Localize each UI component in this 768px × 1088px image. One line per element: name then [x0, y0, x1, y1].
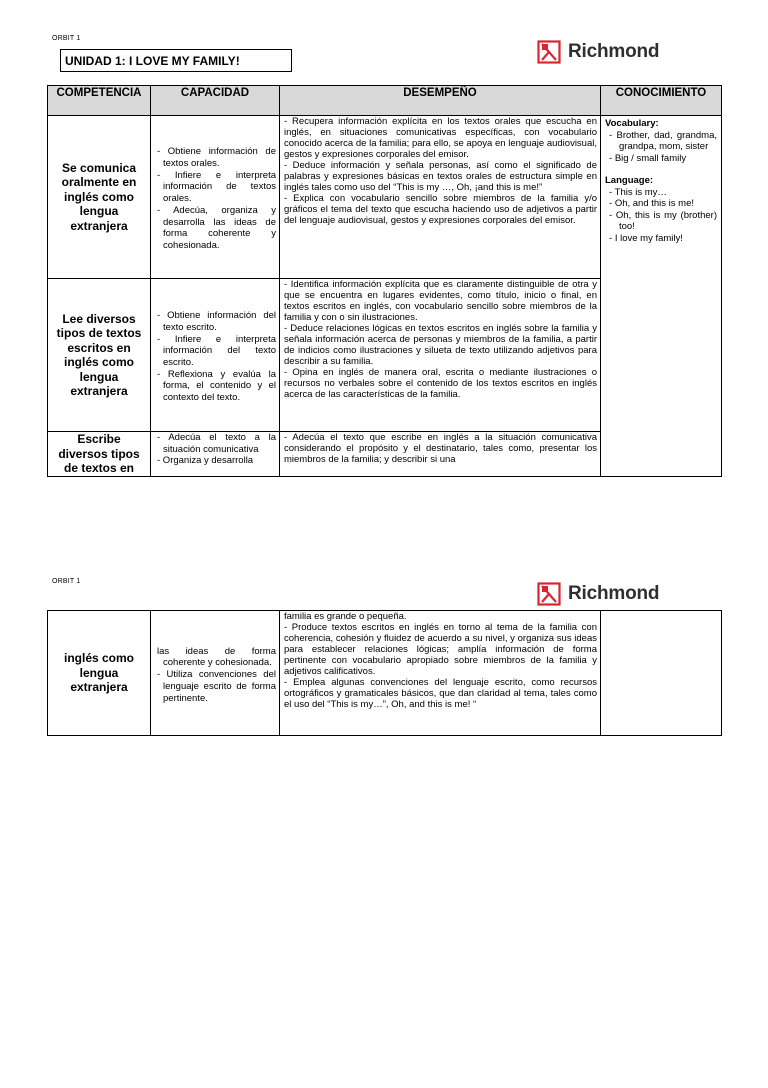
capacity-item: - Organiza y desarrolla	[157, 455, 254, 467]
language-item: - Oh, this is my (brother) too!	[609, 209, 717, 232]
competency-cell: Se comunica oralmente en inglés como lengua extranjera	[48, 116, 151, 279]
header-conocimiento: CONOCIMIENTO	[601, 86, 722, 116]
performance-item: familia es grande o pequeña.	[284, 611, 407, 622]
header-competencia: COMPETENCIA	[48, 86, 151, 116]
capacity-cell	[151, 611, 280, 736]
performance-item: - Explica con vocabulario sencillo sobre miembros de la familia y/o gráficos el tema del texto que escucha haciendo uso de adjetivos a partir del lenguaje audiovisual, gestos y expresiones corporales del emisor.	[284, 193, 597, 227]
competency-cell: Escribe diversos tipos de textos en	[48, 432, 151, 477]
capacity-item: - Adecúa el texto a la situación comunicativa	[157, 432, 276, 455]
performance-item: - Identifica información explícita que es claramente distinguible de otra y que se encuentra en lugares evidentes, como título, inicio o final, en textos escritos en inglés, con vocabulario sencillo sobre miembros de la familia y con o sin ilustraciones.	[284, 279, 597, 324]
capacity-item: - Infiere e interpreta información de textos orales.	[157, 169, 276, 205]
knowledge-cell	[601, 611, 722, 736]
performance-item: - Recupera información explícita en los textos orales que escucha en inglés, en situaciones comunicativas específicas, con vocabulario conocido acerca de la familia; para ello, se apoya en lenguaje audiovisual, gestos y expresiones corporales del emisor.	[284, 116, 597, 161]
language-item: - This is my…	[609, 186, 667, 198]
capacity-item: - Infiere e interpreta información del texto escrito.	[157, 333, 276, 368]
unit-title: UNIDAD 1: I LOVE MY FAMILY!	[60, 49, 292, 72]
knowledge-cell	[601, 116, 722, 477]
capacity-item: - Adecúa, organiza y desarrolla las ideas de forma coherente y cohesionada.	[157, 204, 276, 251]
capacity-cell	[151, 279, 280, 432]
brand-name: Richmond	[568, 41, 660, 62]
performance-cell	[280, 116, 601, 279]
capacity-item: - Obtiene información de textos orales.	[157, 146, 276, 170]
performance-item: - Deduce relaciones lógicas en textos escritos en inglés sobre la familia y señala información acerca de personas y miembros de la familia, a partir de indicios como ilustraciones y silueta de texto utilizando adjetivos para describir a su familia.	[284, 323, 597, 368]
language-title: Language:	[605, 175, 654, 186]
performance-item: - Produce textos escritos en inglés en torno al tema de la familia con coherencia, cohesión y fluidez de acuerdo a su nivel, y organiza sus ideas para establecer relaciones lógicas; amplía información de forma pertinente con vocabulario apropiado sobre miembros de la familia y adjetivos calificativos.	[284, 622, 597, 678]
table-row	[48, 611, 722, 736]
performance-cell	[280, 432, 601, 477]
competency-cell: inglés como lengua extranjera	[48, 611, 151, 736]
language-item: - Oh, and this is me!	[609, 198, 695, 209]
language-item: - I love my family!	[609, 232, 683, 244]
competency-cell: Lee diversos tipos de textos escritos en inglés como lengua extranjera	[48, 279, 151, 432]
capacity-item: - Utiliza convenciones del lenguaje escrito de forma pertinente.	[157, 669, 276, 704]
capacity-item: - Reflexiona y evalúa la forma, el contenido y el contexto del texto.	[157, 368, 276, 404]
capacity-item: las ideas de forma coherente y cohesionada.	[157, 645, 276, 669]
richmond-logo	[537, 40, 659, 64]
performance-item: - Opina en inglés de manera oral, escrita o mediante ilustraciones o recursos no verbales sobre el contenido de los textos escritos en inglés acerca de las características de la familia.	[284, 367, 597, 401]
competency-table	[47, 85, 722, 477]
capacity-cell	[151, 116, 280, 279]
richmond-logo-icon	[537, 582, 561, 606]
performance-item: - Emplea algunas convenciones del lenguaje escrito, como recursos ortográficos y gramaticales básicos, que dan claridad al tema, tales como el uso del “This is my…”, Oh, and this is me! “	[284, 677, 597, 711]
table-header-row	[48, 86, 722, 116]
orbit-label: ORBIT 1	[52, 578, 81, 585]
performance-cell	[280, 279, 601, 432]
document-page-1	[0, 0, 768, 512]
performance-item: - Adecúa el texto que escribe en inglés a la situación comunicativa considerando el propósito y el destinatario, tales como, presentar los miembros de la familia; y describir si una	[284, 432, 597, 466]
capacity-item: - Obtiene información del texto escrito.	[157, 310, 276, 333]
performance-cell	[280, 611, 601, 736]
table-row	[48, 116, 722, 279]
vocabulary-item: - Big / small family	[609, 152, 687, 164]
capacity-cell	[151, 432, 280, 477]
vocabulary-item: - Brother, dad, grandma, grandpa, mom, sister	[609, 129, 717, 152]
orbit-label: ORBIT 1	[52, 35, 81, 42]
richmond-logo-icon	[537, 40, 561, 64]
competency-table-continued	[47, 610, 722, 736]
richmond-logo	[537, 582, 659, 606]
vocabulary-title: Vocabulary:	[605, 118, 659, 129]
header-capacidad: CAPACIDAD	[151, 86, 280, 116]
performance-item: - Deduce información y señala personas, así como el significado de palabras y expresiones básicas en textos orales de estructura simple en inglés tales como uso del “This is my …, Oh, ¡and this is me!”	[284, 160, 597, 194]
brand-name: Richmond	[568, 583, 660, 604]
document-page-2	[0, 576, 768, 1088]
header-desempeno: DESEMPEÑO	[280, 86, 601, 116]
